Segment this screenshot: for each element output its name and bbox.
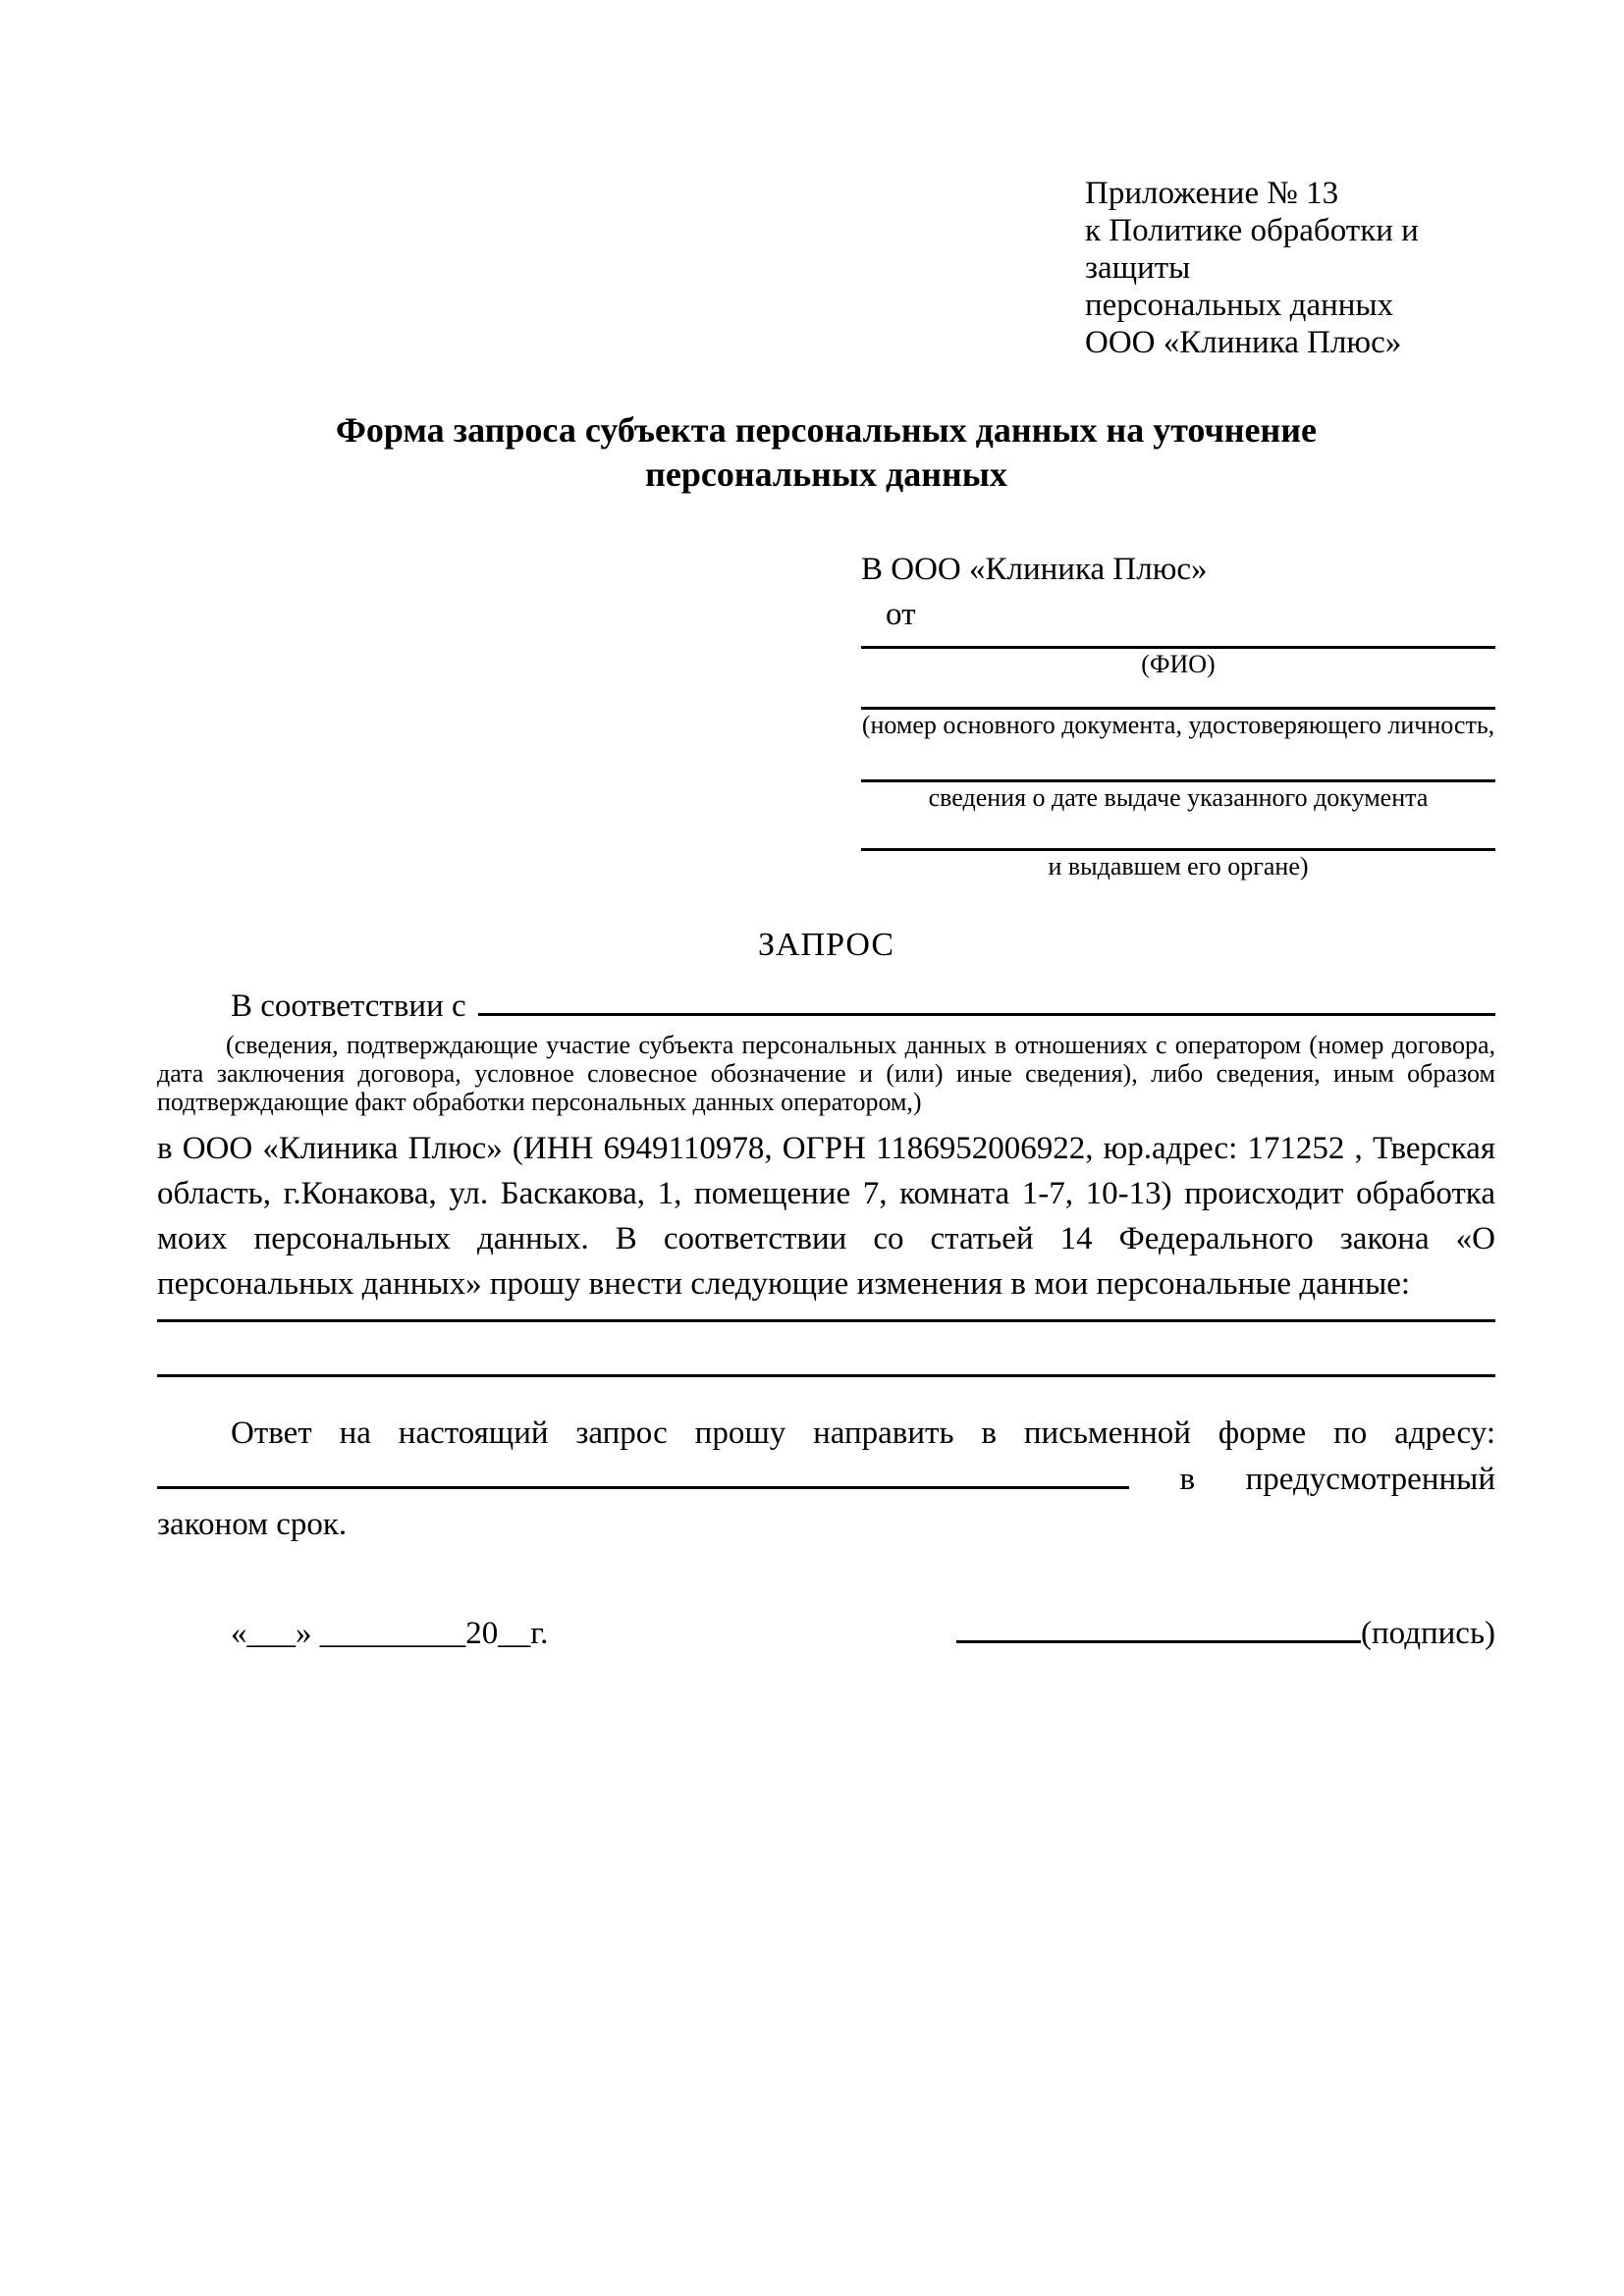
answer-word-v: в [1179,1462,1196,1497]
issuing-authority-caption: и выдавшем его органе) [1048,852,1309,881]
signature-group [956,1610,1495,1654]
answer-paragraph-line3: законом срок. [157,1507,348,1542]
addressee-block [861,550,1495,882]
signature-line [956,1610,1361,1643]
address-blank-line [157,1456,1129,1489]
changes-blank-line-1 [157,1307,1495,1322]
answer-paragraph-line1: Ответ на настоящий запрос прошу направить в письменной форме по адресу: [231,1415,1495,1451]
basis-footnote: (сведения, подтверждающие участие субъекта персональных данных в отношениях с оператором (номер договора, дата заключения договора, условное словесное обозначение и (или) иные сведения), либо сведения, иным образом подтверждающие факт обработки персональных данных оператором,) [157,1031,1495,1116]
issue-date-blank-line [861,741,1495,782]
request-body-paragraph: в ООО «Клиника Плюс» (ИНН 6949110978, ОГРН 1186952006922, юр.адрес: 171252 , Тверская область, г.Конакова, ул. Баскакова, 1, помещение 7, комната 1-7, 10-13) происходит обработка моих персональных данных. В соответствии со статьей 14 Федерального закона «О персональных данных» прошу внести следующие изменения в мои персональные данные: [157,1131,1495,1302]
document-title: Форма запроса субъекта персональных данных на уточнение персональных данных [336,410,1317,494]
addressee-from-label: от [886,597,916,632]
document-number-caption: (номер основного документа, удостоверяющего личность, [861,711,1495,739]
appendix-header-line: Приложение № 13 [1085,176,1339,211]
addressee-to: В ООО «Клиника Плюс» [861,552,1208,587]
answer-paragraph-line2 [157,1456,1495,1502]
appendix-header [1085,175,1495,361]
appendix-header-line: ООО «Клиника Плюс» [1085,325,1402,360]
fio-caption: (ФИО) [1141,650,1216,678]
basis-line [157,981,1495,1027]
appendix-header-line: персональных данных [1085,288,1394,323]
changes-blank-line-2 [157,1322,1495,1377]
document-number-blank-line [861,680,1495,710]
date-blank: «___» _________20__г. [231,1616,549,1651]
answer-word-predusmotrenny: предусмотренный [1245,1462,1495,1497]
basis-prefix: В соответствии с [231,988,466,1024]
signature-caption: (подпись) [1361,1616,1495,1651]
appendix-header-line: к Политике обработки и защиты [1085,213,1419,286]
date-signature-row [157,1610,1495,1654]
basis-blank-line [478,981,1495,1016]
issuing-authority-blank-line [861,814,1495,851]
issue-date-caption: сведения о дате выдаче указанного документа [928,783,1429,812]
fio-blank-line [861,634,1495,649]
request-heading: ЗАПРОС [757,927,895,963]
